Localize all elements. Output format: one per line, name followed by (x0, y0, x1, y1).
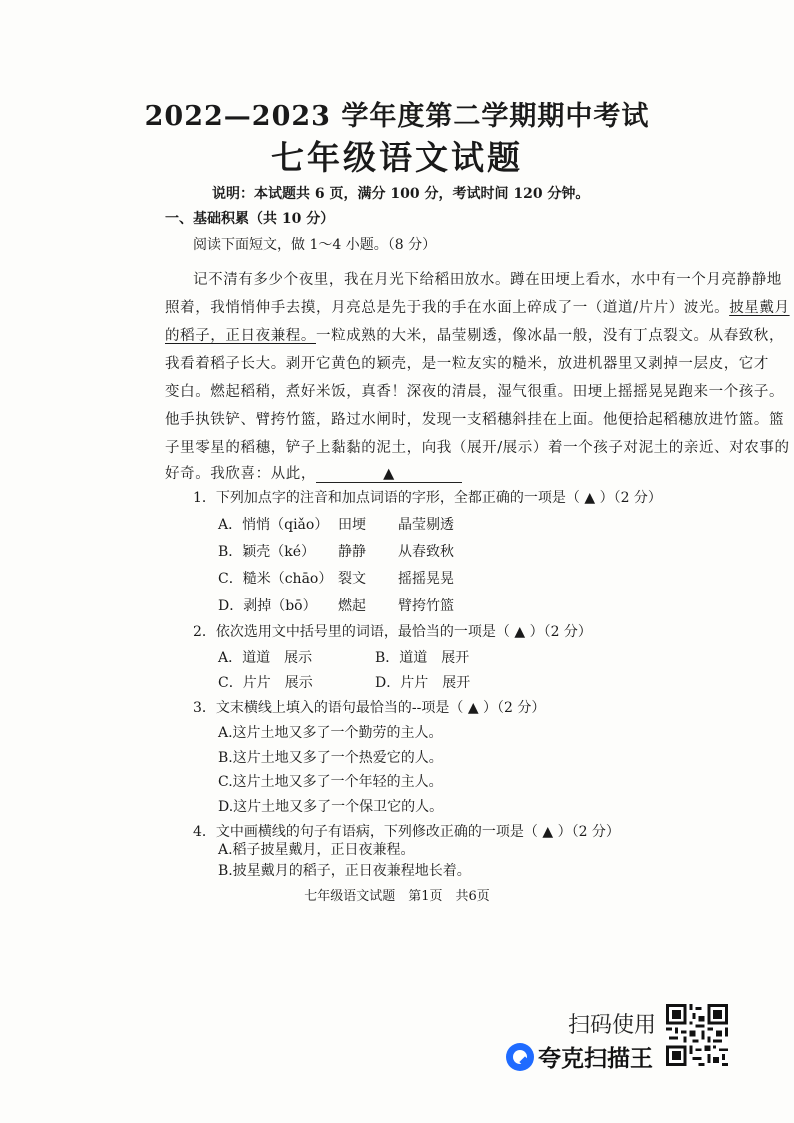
option-part: 裂文 (338, 571, 366, 587)
passage-line: 子里零星的稻穗，铲子上黏黏的泥土，向我（展开/展示）着一个孩子对泥土的亲近、对农事的 (165, 440, 790, 456)
question-2-stem: 2．依次选用文中括号里的词语，最恰当的一项是（ ▲ ）（2 分） (193, 624, 592, 640)
option-part: 田埂 (338, 517, 366, 533)
option-part: 晶莹剔透 (398, 517, 454, 533)
q4-option-a[interactable]: A.稻子披星戴月，正日夜兼程。 (218, 842, 415, 858)
section-intro: 阅读下面短文，做 1～4 小题。（8 分） (193, 237, 437, 253)
q1-option-b[interactable] (218, 541, 454, 561)
question-3-stem: 3．文末横线上填入的语句最恰当的--项是（ ▲ ）（2 分） (193, 700, 546, 716)
passage-line (165, 296, 790, 317)
q3-option-b[interactable]: B.这片土地又多了一个热爱它的人。 (218, 750, 443, 766)
q1-option-c[interactable] (218, 568, 454, 588)
passage-line (165, 324, 784, 345)
paper-title: 七年级语文试题 (271, 138, 523, 177)
underlined-sentence: 的稻子，正日夜兼程。 (165, 328, 316, 344)
qr-code-icon[interactable] (666, 1004, 728, 1066)
option-part: 从春致秋 (398, 544, 454, 560)
option-part: 燃起 (338, 598, 366, 614)
scan-to-use-label: 扫码使用 (568, 1013, 657, 1038)
underlined-sentence: 披星戴月 (729, 300, 790, 316)
passage-text: 照着，我悄悄伸手去摸，月亮总是先于我的手在水面上碎成了一（道道/片片）波光。 (165, 300, 730, 316)
quark-logo-icon (506, 1043, 534, 1071)
q1-option-a[interactable] (218, 514, 454, 534)
q3-option-d[interactable]: D.这片土地又多了一个保卫它的人。 (218, 799, 444, 815)
instructions: 说明：本试题共 6 页，满分 100 分，考试时间 120 分钟。 (212, 186, 590, 202)
option-part: D．剥掉（bō） (218, 598, 317, 614)
passage-line (165, 462, 462, 483)
option-part: C．糙米（chāo） (218, 571, 333, 587)
passage-text: 一粒成熟的大米，晶莹剔透，像冰晶一般，没有丁点裂文。从春致秋， (316, 328, 785, 344)
q1-option-d[interactable] (218, 595, 454, 615)
question-4-stem: 4．文中画横线的句子有语病，下列修改正确的一项是（ ▲ ）（2 分） (193, 824, 620, 840)
passage-line: 我看着稻子长大。剥开它黄色的颖壳，是一粒友实的糙米，放进机器里又剥掉一层皮，它才 (165, 356, 769, 372)
passage-line: 记不清有多少个夜里，我在月光下给稻田放水。蹲在田埂上看水，水中有一个月亮静静地 (193, 272, 782, 288)
option-part: 静静 (338, 544, 366, 560)
brand-name: 夸克扫描王 (538, 1046, 653, 1072)
q3-option-c[interactable]: C.这片土地又多了一个年轻的主人。 (218, 774, 443, 790)
passage-text: 好奇。我欣喜：从此， (165, 466, 316, 482)
scanner-brand[interactable] (506, 1040, 653, 1073)
passage-line: 变白。燃起稻稍，煮好米饭，真香！深夜的清晨，湿气很重。田埂上摇摇晃晃跑来一个孩子。 (165, 384, 785, 400)
section-heading: 一、基础积累（共 10 分） (165, 211, 335, 227)
exam-title: 2022—2023 学年度第二学期期中考试 (144, 101, 650, 132)
answer-blank[interactable]: ▲ (316, 466, 462, 483)
q3-option-a[interactable]: A.这片土地又多了一个勤劳的主人。 (218, 725, 443, 741)
option-part: A．悄悄（qiǎo） (218, 517, 329, 533)
option-part: 臂挎竹篮 (398, 598, 454, 614)
q4-option-b[interactable]: B.披星戴月的稻子，正日夜兼程地长着。 (218, 863, 471, 879)
q2-option-b[interactable]: B．道道 展开 (375, 650, 470, 666)
question-1-stem: 1．下列加点字的注音和加点词语的字形，全都正确的一项是（ ▲ ）（2 分） (193, 490, 662, 506)
q2-option-c[interactable]: C．片片 展示 (218, 675, 313, 691)
q2-option-d[interactable]: D．片片 展开 (375, 675, 471, 691)
q2-option-a[interactable]: A．道道 展示 (218, 650, 313, 666)
page-footer: 七年级语文试题 第1页 共6页 (304, 889, 490, 904)
option-part: B．颖壳（ké） (218, 544, 316, 560)
passage-line: 他手执铁铲、臂挎竹篮，路过水闸时，发现一支稻穗斜挂在上面。他便拾起稻穗放进竹篮。篮 (165, 412, 785, 428)
option-part: 摇摇晃晃 (398, 571, 454, 587)
